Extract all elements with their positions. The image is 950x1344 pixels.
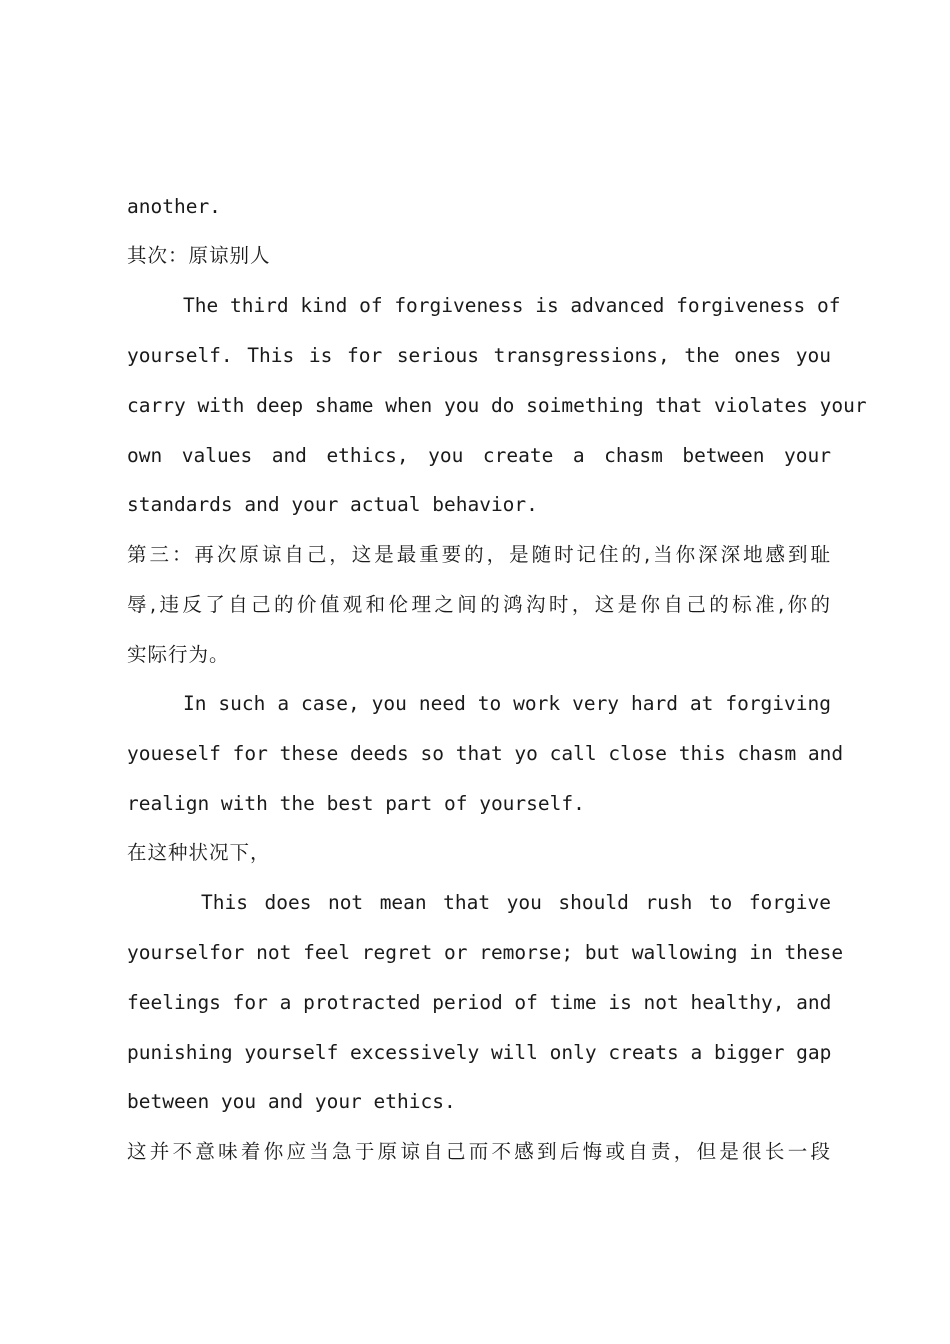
text-line: youeself for these deeds so that yo call close this chasm and (127, 742, 844, 765)
text-line: yourself. This is for serious transgressions, the ones you (127, 344, 831, 367)
text-line: feelings for a protracted period of time is not healthy, and (127, 991, 832, 1014)
text-line: 其次：原谅别人 (127, 244, 271, 267)
text-line: own values and ethics, you create a chasm between your (127, 444, 831, 467)
text-line: another. (127, 195, 221, 218)
text-line: standards and your actual behavior. (127, 493, 538, 516)
text-line: realign with the best part of yourself. (127, 792, 585, 815)
text-line: between you and your ethics. (127, 1090, 456, 1113)
text-line: 辱,违反了自己的价值观和伦理之间的鸿沟时，这是你自己的标准,你的 (127, 593, 831, 616)
text-line: 第三：再次原谅自己，这是最重要的，是随时记住的,当你深深地感到耻 (127, 543, 831, 566)
text-line: punishing yourself excessively will only creats a bigger gap (127, 1041, 832, 1064)
text-line: This does not mean that you should rush to forgive (201, 891, 831, 914)
text-line: 这并不意味着你应当急于原谅自己而不感到后悔或自责，但是很长一段 (127, 1140, 831, 1163)
text-line: carry with deep shame when you do soimething that violates your (127, 394, 867, 417)
text-line: In such a case, you need to work very hard at forgiving (183, 692, 831, 715)
text-line: 实际行为。 (127, 643, 230, 666)
text-line: 在这种状况下， (127, 841, 271, 864)
text-line: yourselfor not feel regret or remorse; but wallowing in these (127, 941, 844, 964)
text-line: The third kind of forgiveness is advanced forgiveness of (183, 294, 841, 317)
